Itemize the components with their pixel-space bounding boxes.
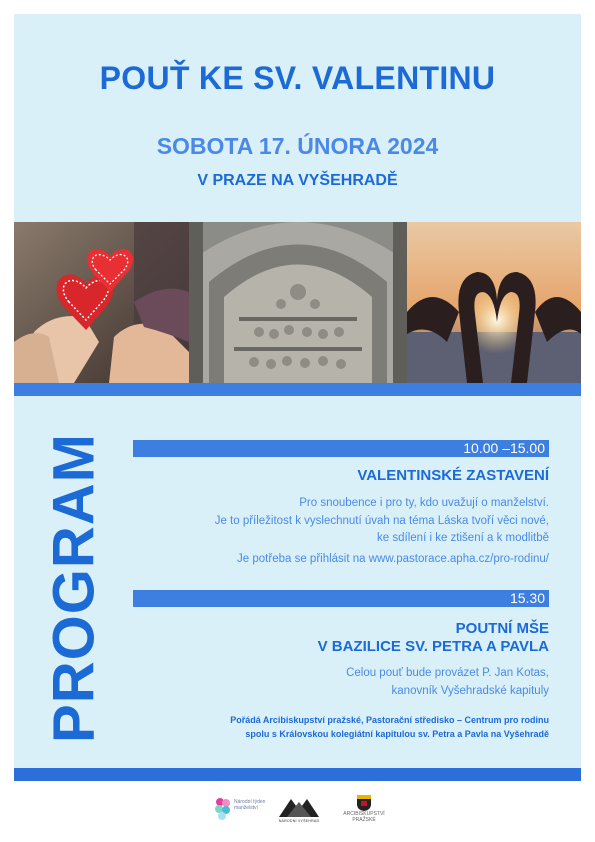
program-description-2 bbox=[346, 665, 549, 700]
coat-of-arms-icon bbox=[342, 794, 386, 812]
description-line: Je to příležitost k vyslechnutí úvah na téma Láska tvoří věci nové, bbox=[214, 514, 549, 527]
flower-icon bbox=[214, 796, 232, 822]
vysehrad-logo bbox=[277, 794, 321, 826]
heart-hands-sunset-photo bbox=[407, 222, 581, 383]
description-line: kanovník Vyšehradské kapituly bbox=[391, 684, 549, 697]
organizer-note bbox=[140, 713, 549, 741]
description-line: Celou pouť bude provázet P. Jan Kotas, bbox=[346, 667, 549, 679]
archdiocese-logo bbox=[342, 794, 386, 828]
archdiocese-text: ARCIBISKUPSTVÍ PRAŽSKÉ bbox=[343, 811, 385, 823]
event-date: SOBOTA 17. ÚNORA 2024 bbox=[156, 133, 439, 159]
marriage-week-text: Národní týden manželství bbox=[234, 799, 266, 811]
vysehrad-text: NÁRODNÍ VYŠEHRAD bbox=[278, 819, 320, 823]
poster-title: POUŤ KE SV. VALENTINU bbox=[99, 60, 496, 96]
time-bar-2: 15.30 bbox=[133, 590, 549, 607]
program-description-1 bbox=[215, 495, 549, 548]
registration-note[interactable]: Je potřeba se přihlásit na www.pastorace.apha.cz/pro-rodinu/ bbox=[237, 553, 549, 565]
organizer-line: Pořádá Arcibiskupství pražské, Pastorační středisko – Centrum pro rodinu bbox=[230, 715, 549, 725]
program-label-text: PROGRAM bbox=[41, 433, 107, 743]
bottom-divider-band bbox=[14, 768, 581, 781]
photo-strip bbox=[14, 222, 581, 383]
program-heading-2-line2: V BAZILICE SV. PETRA A PAVLA bbox=[317, 638, 549, 655]
time-bar-1: 10.00 –15.00 bbox=[133, 440, 549, 457]
program-heading-1: VALENTINSKÉ ZASTAVENÍ bbox=[357, 467, 549, 484]
program-vertical-label bbox=[37, 430, 111, 746]
program-heading-2-line1: POUTNÍ MŠE bbox=[455, 620, 549, 637]
logo-row bbox=[0, 794, 595, 828]
description-line: ke sdílení i ke ztišení a k modlitbě bbox=[377, 532, 549, 544]
description-line: Pro snoubence i pro ty, kdo uvažují o manželství. bbox=[299, 497, 549, 509]
event-place: V PRAZE NA VYŠEHRADĚ bbox=[197, 172, 398, 189]
organizer-line: spolu s Královskou kolegiátní kapitulou sv. Petra a Pavla na Vyšehradě bbox=[245, 729, 549, 739]
hearts-photo bbox=[14, 222, 189, 383]
cathedral-portal-photo bbox=[189, 222, 407, 383]
marriage-week-logo bbox=[214, 794, 274, 826]
mountain-icon bbox=[277, 794, 321, 818]
top-divider-band bbox=[14, 383, 581, 396]
